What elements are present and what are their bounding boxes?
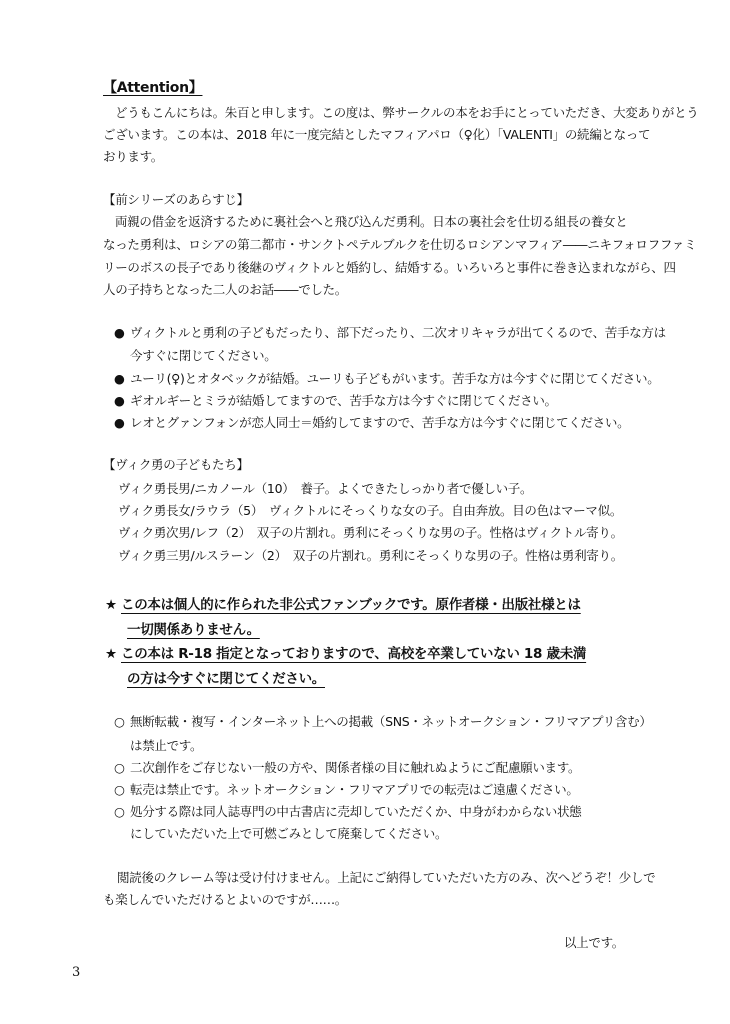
attention-heading: 【Attention】 xyxy=(103,80,203,96)
bullet-item xyxy=(114,415,629,431)
warning-text: この本は R-18 指定となっておりますので、高校を卒業していない 18 歳未満 xyxy=(121,646,587,662)
child-line: ヴィク勇次男/レフ（2） 双子の片割れ。勇利にそっくりな男の子。性格はヴィクトル寄り。 xyxy=(118,525,623,540)
intro-line: ございます。この本は、2018 年に一度完結としたマフィアパロ（♀化）「VALENTI」の続編となって xyxy=(103,127,651,142)
circle-icon: ○ xyxy=(114,760,125,775)
child-line: ヴィク勇三男/ルスラーン（2） 双子の片割れ。勇利にそっくりな男の子。性格は勇利寄り。 xyxy=(118,548,623,563)
bullet-item xyxy=(114,371,659,387)
child-line: ヴィク勇長女/ラウラ（5） ヴィクトルにそっくりな女の子。自由奔放。目の色はマーマ似。 xyxy=(118,503,623,518)
bullet-icon: ● xyxy=(114,371,125,386)
synopsis-line: 人の子持ちとなった二人のお話――でした。 xyxy=(103,282,348,297)
warning-item xyxy=(105,597,581,613)
rule-text: 転売は禁止です。ネットオークション・フリマアプリでの転売はご遠慮ください。 xyxy=(130,782,579,797)
bullet-item xyxy=(114,325,666,341)
rule-item xyxy=(114,760,580,776)
bullet-text: レオとグァンフォンが恋人同士＝婚約してますので、苦手な方は今すぐに閉じてください。 xyxy=(130,415,630,430)
warning-text-cont: の方は今すぐに閉じてください。 xyxy=(127,671,325,687)
rule-text: 無断転載・複写・インターネット上への掲載（SNS・ネットオークション・フリマアプリ含む） xyxy=(130,714,652,729)
page-number: 3 xyxy=(72,965,81,980)
intro-line: おります。 xyxy=(103,149,164,164)
bullet-text: ユーリ(♀)とオタベックが結婚。ユーリも子どもがいます。苦手な方は今すぐに閉じてください。 xyxy=(130,371,660,386)
bullet-item xyxy=(114,393,557,409)
rule-text-cont: は禁止です。 xyxy=(130,738,203,753)
closing-line: 閲読後のクレーム等は受け付けません。上記にご納得していただいた方のみ、次へどうぞ！少しで xyxy=(117,870,656,885)
rule-item xyxy=(114,714,652,730)
synopsis-line: リーのボスの長子であり後継のヴィクトルと婚約し、結婚する。いろいろと事件に巻き込まれながら、四 xyxy=(103,260,676,275)
circle-icon: ○ xyxy=(114,714,125,729)
rule-text: 処分する際は同人誌専門の中古書店に売却していただくか、中身がわからない状態 xyxy=(130,804,582,819)
rule-text: 二次創作をご存じない一般の方や、関係者様の目に触れぬようにご配慮願います。 xyxy=(130,760,581,775)
rule-item xyxy=(114,782,579,798)
star-icon: ★ xyxy=(105,597,117,613)
synopsis-line: なった勇利は、ロシアの第二都市・サンクトペテルブルクを仕切るロシアンマフィア――ニキフォロフファミ xyxy=(103,237,697,252)
closing-line: も楽しんでいただけるとよいのですが……。 xyxy=(103,892,348,907)
circle-icon: ○ xyxy=(114,782,125,797)
warning-text: この本は個人的に作られた非公式ファンブックです。原作者様・出版社様とは xyxy=(121,597,581,613)
rule-text-cont: にしていただいた上で可燃ごみとして廃棄してください。 xyxy=(130,826,448,841)
signoff: 以上です。 xyxy=(563,935,624,950)
bullet-text-cont: 今すぐに閉じてください。 xyxy=(130,348,277,363)
rule-item xyxy=(114,804,581,820)
children-heading: 【ヴィク勇の子どもたち】 xyxy=(103,457,249,472)
synopsis-line: 両親の借金を返済するために裏社会へと飛び込んだ勇利。日本の裏社会を仕切る組長の養女と xyxy=(115,214,628,229)
bullet-icon: ● xyxy=(114,415,125,430)
bullet-text: ヴィクトルと勇利の子どもだったり、部下だったり、二次オリキャラが出てくるので、苦手な方は xyxy=(130,325,666,340)
star-icon: ★ xyxy=(105,646,117,662)
intro-line: どうもこんにちは。朱百と申します。この度は、弊サークルの本をお手にとっていただき、大変ありがとう xyxy=(115,105,699,120)
bullet-text: ギオルギーとミラが結婚してますので、苦手な方は今すぐに閉じてください。 xyxy=(130,393,557,408)
child-line: ヴィク勇長男/ニカノール（10） 養子。よくできたしっかり者で優しい子。 xyxy=(118,481,533,496)
bullet-icon: ● xyxy=(114,325,125,340)
warning-item xyxy=(105,646,586,662)
synopsis-heading: 【前シリーズのあらすじ】 xyxy=(103,192,249,207)
warning-text-cont: 一切関係ありません。 xyxy=(127,622,260,638)
circle-icon: ○ xyxy=(114,804,125,819)
bullet-icon: ● xyxy=(114,393,125,408)
